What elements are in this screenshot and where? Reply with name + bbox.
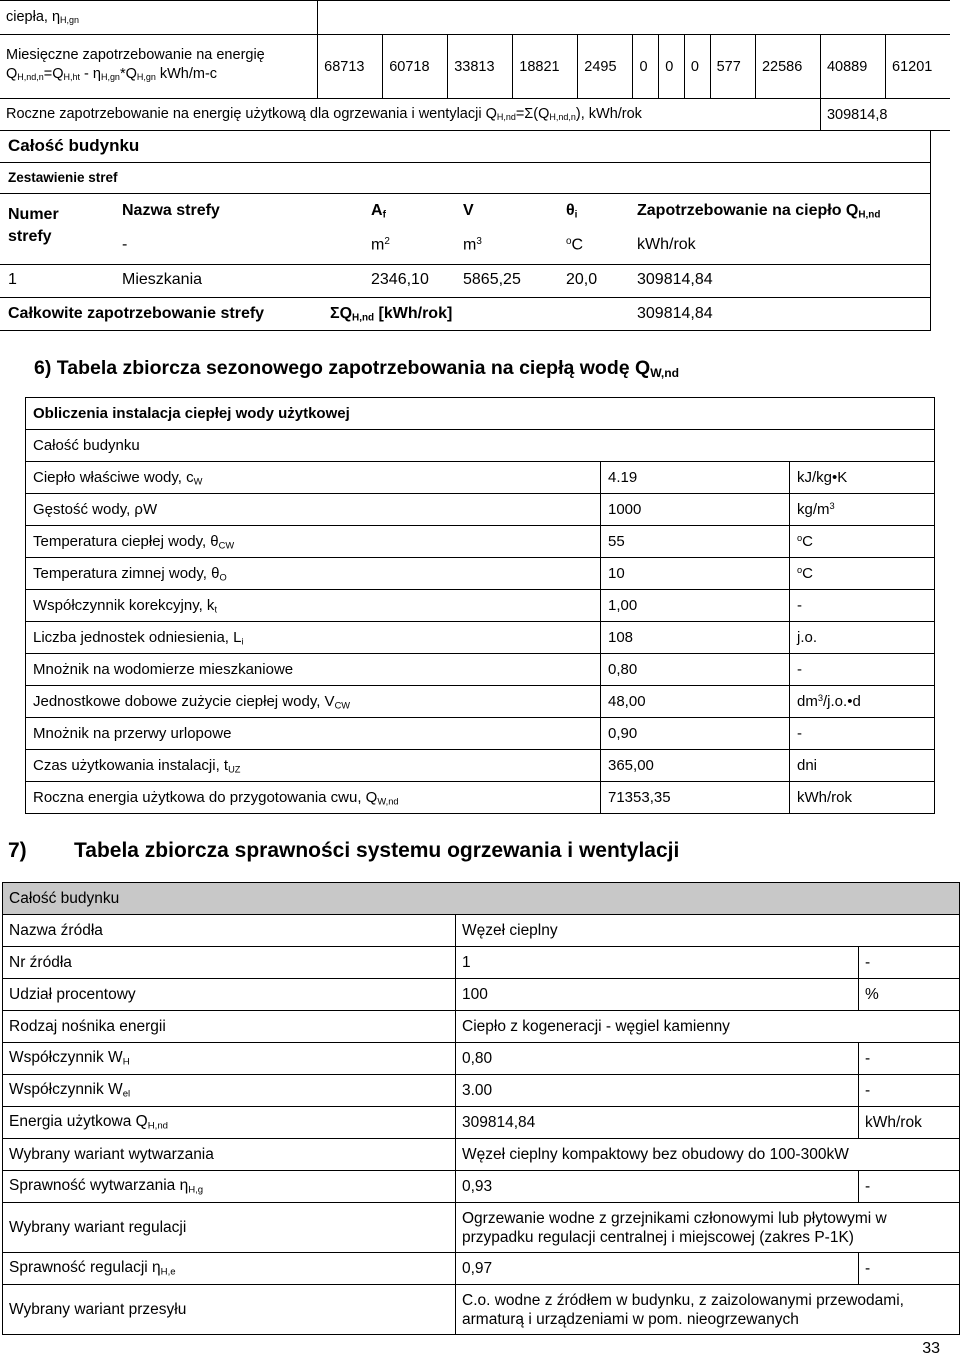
- eff-label-text: Wybrany wariant regulacji: [9, 1218, 187, 1236]
- hw-row-value: 71353,35: [601, 782, 790, 814]
- eff-row-unit: kWh/rok: [859, 1107, 960, 1139]
- hw-row: [26, 590, 935, 622]
- total-symbol: [330, 305, 452, 323]
- hw-label-sub: W,nd: [377, 796, 399, 807]
- t: m: [371, 236, 385, 254]
- hw-row-unit: [790, 782, 935, 814]
- eff-row: [3, 1107, 960, 1139]
- eff-row-label: [3, 1253, 456, 1285]
- hw-row: [26, 558, 935, 590]
- s: H,nd,n: [17, 72, 44, 83]
- zone-row-number: 1: [8, 271, 17, 288]
- eff-label-sub: el: [122, 1088, 131, 1100]
- eff-row-label: [3, 1107, 456, 1139]
- eff-row-unit: -: [859, 1253, 960, 1285]
- month-value: 61201: [886, 35, 950, 99]
- t: kWh/m-c: [155, 65, 218, 82]
- hw-row-label: [26, 494, 601, 526]
- total-label: Całkowite zapotrzebowanie strefy: [8, 305, 265, 322]
- hw-label-text: Współczynnik korekcyjny, k: [33, 596, 215, 614]
- eff-row-label: [3, 1171, 456, 1203]
- s: H,nd,n: [549, 112, 576, 123]
- eff-label-sub: H,nd: [147, 1120, 168, 1132]
- col-area: [371, 202, 386, 220]
- hw-row-label: [26, 718, 601, 750]
- s: H,nd: [352, 312, 375, 324]
- t: Roczne zapotrzebowanie na energię użytkową dla ogrzewania i wentylacji Q: [6, 106, 497, 123]
- hw-row-value: 55: [601, 526, 790, 558]
- unit-text: -: [797, 597, 802, 614]
- hw-title: Obliczenia instalacja ciepłej wody użytkowej: [26, 398, 935, 430]
- hw-label-text: Roczna energia użytkowa do przygotowania cwu, Q: [33, 788, 378, 806]
- hw-row-label: [26, 622, 601, 654]
- divider: [0, 193, 930, 194]
- unit-text: C: [802, 533, 814, 551]
- month-value: 18821: [513, 35, 578, 99]
- hw-rows: [26, 462, 935, 814]
- month-value: 68713: [318, 35, 383, 99]
- eff-row-value: Ciepło z kogeneracji - węgiel kamienny: [456, 1011, 960, 1043]
- hw-label-text: Mnożnik na wodomierze mieszkaniowe: [33, 661, 294, 678]
- eff-label-text: Rodzaj nośnika energii: [9, 1017, 166, 1035]
- eff-row: [3, 1171, 960, 1203]
- month-value: 33813: [448, 35, 513, 99]
- eff-row: [3, 1253, 960, 1285]
- s: o: [566, 236, 572, 247]
- eff-row: [3, 1139, 960, 1171]
- unit-text: kg/m: [797, 501, 830, 519]
- eff-row-value: 0,93: [456, 1171, 859, 1203]
- hw-row: [26, 750, 935, 782]
- eff-row-unit: -: [859, 947, 960, 979]
- hw-subtitle: Całość budynku: [26, 430, 935, 462]
- hw-row-unit: [790, 654, 935, 686]
- annual-demand-value: 309814,8: [820, 99, 950, 131]
- hw-row: [26, 718, 935, 750]
- col-heat-demand: [637, 202, 880, 220]
- eff-label-text: Udział procentowy: [9, 985, 136, 1003]
- hw-row-unit: [790, 494, 935, 526]
- unit-post: /j.o.•d: [823, 693, 861, 711]
- unit-name: -: [122, 236, 128, 253]
- hot-water-table: [25, 397, 935, 814]
- t: A: [371, 202, 383, 219]
- eff-row-value: 3.00: [456, 1075, 859, 1107]
- eff-row-label: [3, 1203, 456, 1253]
- hw-row: [26, 622, 935, 654]
- hw-row-unit: [790, 622, 935, 654]
- unit-text: dni: [797, 757, 818, 774]
- eff-label-sub: H,g: [188, 1184, 204, 1196]
- hw-row: [26, 782, 935, 814]
- hw-label-text: Ciepło właściwe wody, c: [33, 468, 194, 486]
- t: θ: [566, 202, 575, 219]
- zone-row-name: Mieszkania: [122, 271, 203, 288]
- section6-heading: [34, 357, 679, 380]
- t: 6) Tabela zbiorcza sezonowego zapotrzebowania na ciepłą wodę Q: [34, 357, 651, 379]
- eff-row: [3, 1043, 960, 1075]
- s: f: [382, 209, 386, 221]
- t: - η: [80, 65, 101, 82]
- unit-volume: [463, 236, 482, 254]
- t: [kWh/rok]: [378, 305, 453, 322]
- efficiency-table: [2, 882, 960, 1335]
- t: ), kWh/rok: [575, 106, 642, 123]
- hw-row-value: 1000: [601, 494, 790, 526]
- hw-label-sub: i: [241, 636, 244, 647]
- eff-label-text: Sprawność regulacji η: [9, 1259, 161, 1277]
- hw-row-unit: [790, 558, 935, 590]
- eff-title: Całość budynku: [3, 883, 960, 915]
- eff-row-label: [3, 1139, 456, 1171]
- zone-row-area: 2346,10: [371, 271, 429, 288]
- section7-number: 7): [8, 839, 27, 862]
- hw-row-label: [26, 590, 601, 622]
- t: *Q: [119, 65, 137, 82]
- hw-row-value: 0,80: [601, 654, 790, 686]
- eff-row-label: [3, 1043, 456, 1075]
- unit-text: kJ/kg•K: [797, 469, 848, 486]
- s: H,nd: [858, 209, 881, 221]
- hw-row-value: 108: [601, 622, 790, 654]
- month-value: 577: [710, 35, 755, 99]
- monthly-demand-label: [0, 35, 318, 99]
- eff-row: [3, 1203, 960, 1253]
- eff-row: [3, 915, 960, 947]
- label-text: ciepła, η: [6, 9, 61, 26]
- hw-row-label: [26, 526, 601, 558]
- hw-label-text: Gęstość wody, ρW: [33, 501, 158, 518]
- hw-row-unit: [790, 718, 935, 750]
- eff-label-text: Nazwa źródła: [9, 921, 103, 939]
- hw-label-text: Jednostkowe dobowe zużycie ciepłej wody, V: [33, 692, 335, 710]
- eff-row-value: 0,97: [456, 1253, 859, 1285]
- t: =Q: [43, 65, 64, 82]
- eff-label-sub: H: [122, 1056, 130, 1068]
- t: Zapotrzebowanie na ciepło Q: [637, 202, 859, 219]
- eff-row-value: 1: [456, 947, 859, 979]
- eff-row-value: Węzeł cieplny: [456, 915, 960, 947]
- hw-row: [26, 686, 935, 718]
- month-value: 60718: [383, 35, 448, 99]
- hw-row: [26, 494, 935, 526]
- hw-label-text: Mnożnik na przerwy urlopowe: [33, 725, 232, 742]
- eff-label-text: Współczynnik W: [9, 1081, 123, 1099]
- month-value: 22586: [755, 35, 820, 99]
- hw-row-label: [26, 654, 601, 686]
- month-value: 40889: [820, 35, 885, 99]
- hw-label-sub: CW: [334, 700, 351, 711]
- hw-row: [26, 654, 935, 686]
- s: H,nd: [496, 112, 516, 123]
- eff-row: [3, 947, 960, 979]
- heating-efficiency-label: [0, 1, 318, 35]
- divider: [0, 297, 930, 298]
- hw-label-sub: t: [214, 604, 218, 615]
- unit-text: j.o.: [797, 629, 818, 646]
- hw-label-sub: CW: [218, 540, 235, 551]
- hw-row-unit: [790, 526, 935, 558]
- hw-row-unit: [790, 590, 935, 622]
- t: ΣQ: [330, 305, 353, 322]
- eff-row-label: [3, 1075, 456, 1107]
- hw-label-text: Czas użytkowania instalacji, t: [33, 756, 229, 774]
- divider: [0, 162, 930, 163]
- hw-row-label: [26, 558, 601, 590]
- col-temp: [566, 202, 577, 220]
- unit-text: C: [802, 565, 814, 583]
- eff-row-unit: -: [859, 1171, 960, 1203]
- eff-label-text: Sprawność wytwarzania η: [9, 1177, 189, 1195]
- month-value: 2495: [578, 35, 633, 99]
- eff-row-label: [3, 947, 456, 979]
- eff-row-label: [3, 915, 456, 947]
- label-sub: H,gn: [60, 15, 79, 26]
- zones-frame: [0, 130, 931, 331]
- eff-row-value: 100: [456, 979, 859, 1011]
- eff-row-unit: %: [859, 979, 960, 1011]
- t: m: [463, 236, 477, 254]
- zones-subtitle: Zestawienie stref: [8, 170, 118, 185]
- s: H,ht: [63, 72, 80, 83]
- s: 2: [384, 236, 390, 247]
- unit-text: -: [797, 661, 802, 678]
- hw-label-text: Temperatura ciepłej wody, θ: [33, 532, 219, 550]
- empty-cell: [318, 1, 950, 35]
- unit-sup: 3: [817, 692, 824, 703]
- eff-row-value: Ogrzewanie wodne z grzejnikami członowymi lub płytowymi w przypadku regulacji centralnej i miejscowej (zakres P-1K): [456, 1203, 960, 1253]
- unit-area: [371, 236, 390, 254]
- total-value: 309814,84: [637, 305, 713, 322]
- col-zone-number: Numer strefy: [8, 206, 59, 245]
- hw-label-sub: O: [219, 572, 227, 583]
- eff-row-value: 0,80: [456, 1043, 859, 1075]
- eff-label-text: Wybrany wariant wytwarzania: [9, 1145, 214, 1163]
- hw-row-value: 48,00: [601, 686, 790, 718]
- hw-row-unit: [790, 686, 935, 718]
- hw-row-label: [26, 750, 601, 782]
- t: =Σ(Q: [515, 106, 550, 123]
- hw-row-value: 4.19: [601, 462, 790, 494]
- eff-row: [3, 1075, 960, 1107]
- hw-row-value: 365,00: [601, 750, 790, 782]
- hw-row: [26, 526, 935, 558]
- eff-row: [3, 979, 960, 1011]
- hw-label-sub: UZ: [228, 764, 241, 775]
- eff-label-text: Nr źródła: [9, 953, 72, 971]
- unit-text: -: [797, 725, 802, 742]
- section7-heading: Tabela zbiorcza sprawności systemu ogrzewania i wentylacji: [74, 839, 680, 862]
- hw-label-text: Liczba jednostek odniesienia, L: [33, 628, 242, 646]
- eff-row-label: [3, 979, 456, 1011]
- eff-row-label: [3, 1285, 456, 1335]
- zones-title: Całość budynku: [8, 136, 140, 155]
- month-value: 0: [684, 35, 710, 99]
- eff-row-unit: -: [859, 1075, 960, 1107]
- s: H,gn: [100, 72, 120, 83]
- hw-row-label: [26, 782, 601, 814]
- unit-temp: [566, 236, 583, 254]
- hw-row-value: 0,90: [601, 718, 790, 750]
- hw-row-label: [26, 686, 601, 718]
- t: Miesięczne zapotrzebowanie na energię Q: [6, 46, 265, 82]
- month-value: 0: [633, 35, 659, 99]
- s: H,gn: [136, 72, 156, 83]
- eff-rows: [3, 915, 960, 1335]
- col-zone-name: Nazwa strefy: [122, 202, 220, 219]
- hw-row-unit: [790, 462, 935, 494]
- hw-row-value: 1,00: [601, 590, 790, 622]
- zone-row-volume: 5865,25: [463, 271, 521, 288]
- hw-row-label: [26, 462, 601, 494]
- eff-label-text: Wybrany wariant przesyłu: [9, 1300, 187, 1318]
- hw-row: [26, 462, 935, 494]
- unit-text: kWh/rok: [797, 789, 853, 806]
- col-volume: V: [463, 202, 474, 219]
- zone-row-demand: 309814,84: [637, 271, 713, 288]
- unit-sup: o: [797, 564, 803, 575]
- page-number: 33: [922, 1340, 940, 1357]
- eff-row: [3, 1011, 960, 1043]
- month-value: 0: [659, 35, 685, 99]
- unit-sup: 3: [829, 500, 835, 511]
- unit-text: dm: [797, 693, 818, 711]
- s: W,nd: [650, 366, 680, 381]
- s: 3: [476, 236, 482, 247]
- eff-row-value: C.o. wodne z źródłem w budynku, z zaizolowanymi przewodami, armaturą i urządzeniami w pom. nieogrzewanych: [456, 1285, 960, 1335]
- monthly-demand-table: [0, 0, 950, 131]
- zone-row-temp: 20,0: [566, 271, 598, 288]
- eff-row: [3, 1285, 960, 1335]
- hw-label-sub: W: [193, 476, 203, 487]
- divider: [0, 264, 930, 265]
- eff-row-value: 309814,84: [456, 1107, 859, 1139]
- hw-row-value: 10: [601, 558, 790, 590]
- unit-heat-demand: kWh/rok: [637, 236, 696, 253]
- eff-row-label: [3, 1011, 456, 1043]
- hw-label-text: Temperatura zimnej wody, θ: [33, 564, 220, 582]
- eff-label-text: Energia użytkowa Q: [9, 1113, 148, 1131]
- annual-demand-label: [0, 99, 820, 131]
- unit-sup: o: [797, 532, 803, 543]
- s: i: [574, 209, 578, 221]
- eff-row-value: Węzeł cieplny kompaktowy bez obudowy do 100-300kW: [456, 1139, 960, 1171]
- t: C: [571, 236, 584, 254]
- eff-label-sub: H,e: [160, 1266, 176, 1278]
- eff-label-text: Współczynnik W: [9, 1049, 123, 1067]
- eff-row-unit: -: [859, 1043, 960, 1075]
- hw-row-unit: [790, 750, 935, 782]
